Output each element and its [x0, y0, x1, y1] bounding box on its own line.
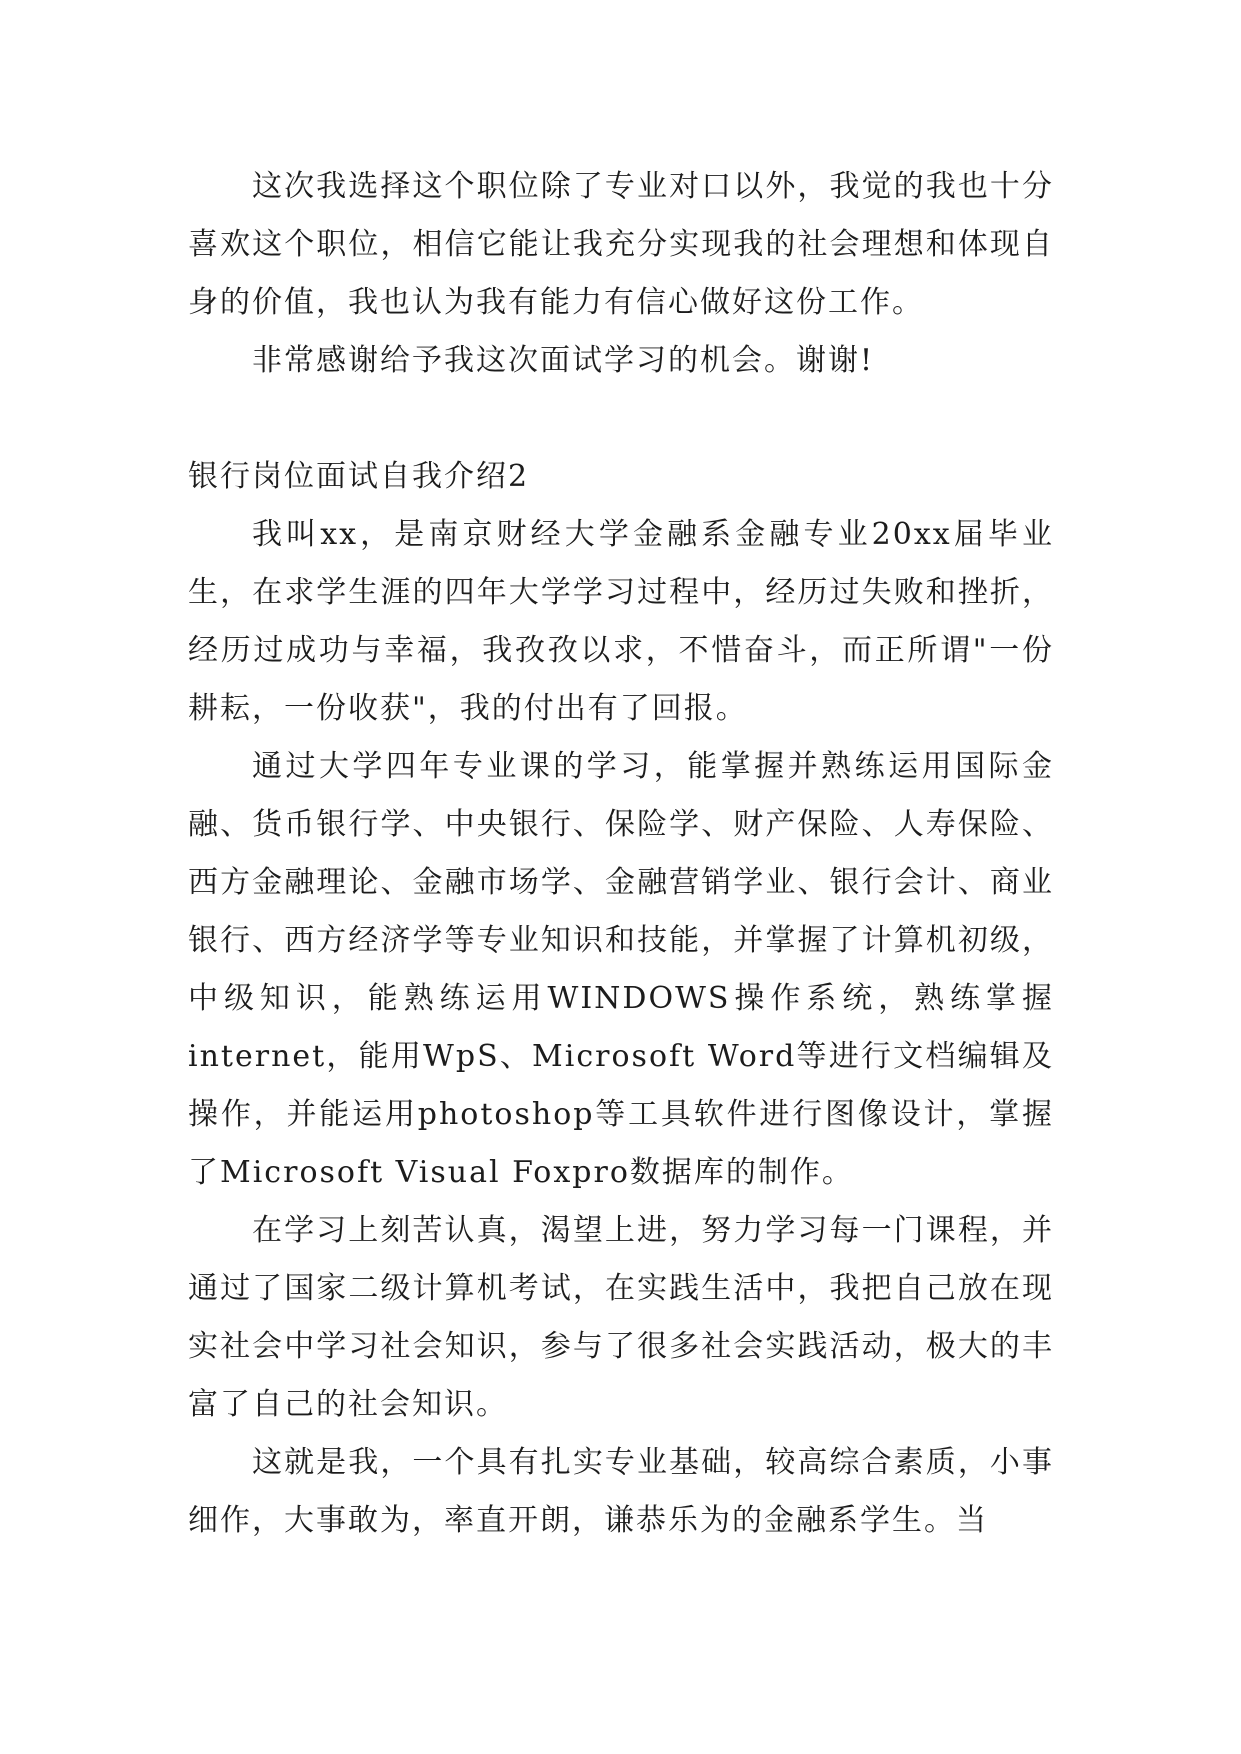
section-heading: 银行岗位面试自我介绍2: [188, 459, 530, 494]
paragraph-summary: 这就是我，一个具有扎实专业基础，较高综合素质，小事细作，大事敢为，率直开朗，谦恭乐为的金融系学生。当: [188, 1445, 1054, 1538]
paragraph-skills: 通过大学四年专业课的学习，能掌握并熟练运用国际金融、货币银行学、中央银行、保险学、财产保险、人寿保险、西方金融理论、金融市场学、金融营销学业、银行会计、商业银行、西方经济学等专业知识和技能，并掌握了计算机初级，中级知识，能熟练运用WINDOWS操作系统，熟练掌握internet，能用WpS、Microsoft Word等进行文档编辑及操作，并能运用photoshop等工具软件进行图像设计，掌握了Microsoft Visual Foxpro数据库的制作。: [188, 749, 1054, 1190]
paragraph-thanks: 非常感谢给予我这次面试学习的机会。谢谢!: [252, 343, 875, 378]
document-body: [188, 158, 1054, 1550]
paragraph-job-choice: 这次我选择这个职位除了专业对口以外，我觉的我也十分喜欢这个职位，相信它能让我充分实现我的社会理想和体现自身的价值，我也认为我有能力有信心做好这份工作。: [188, 169, 1054, 320]
paragraph-introduction: 我叫xx，是南京财经大学金融系金融专业20xx届毕业生，在求学生涯的四年大学学习过程中，经历过失败和挫折，经历过成功与幸福，我孜孜以求，不惜奋斗，而正所谓"一份耕耘，一份收获"，我的付出有了回报。: [188, 517, 1054, 726]
paragraph-study-practice: 在学习上刻苦认真，渴望上进，努力学习每一门课程，并通过了国家二级计算机考试，在实践生活中，我把自己放在现实社会中学习社会知识，参与了很多社会实践活动，极大的丰富了自己的社会知识。: [188, 1213, 1054, 1422]
